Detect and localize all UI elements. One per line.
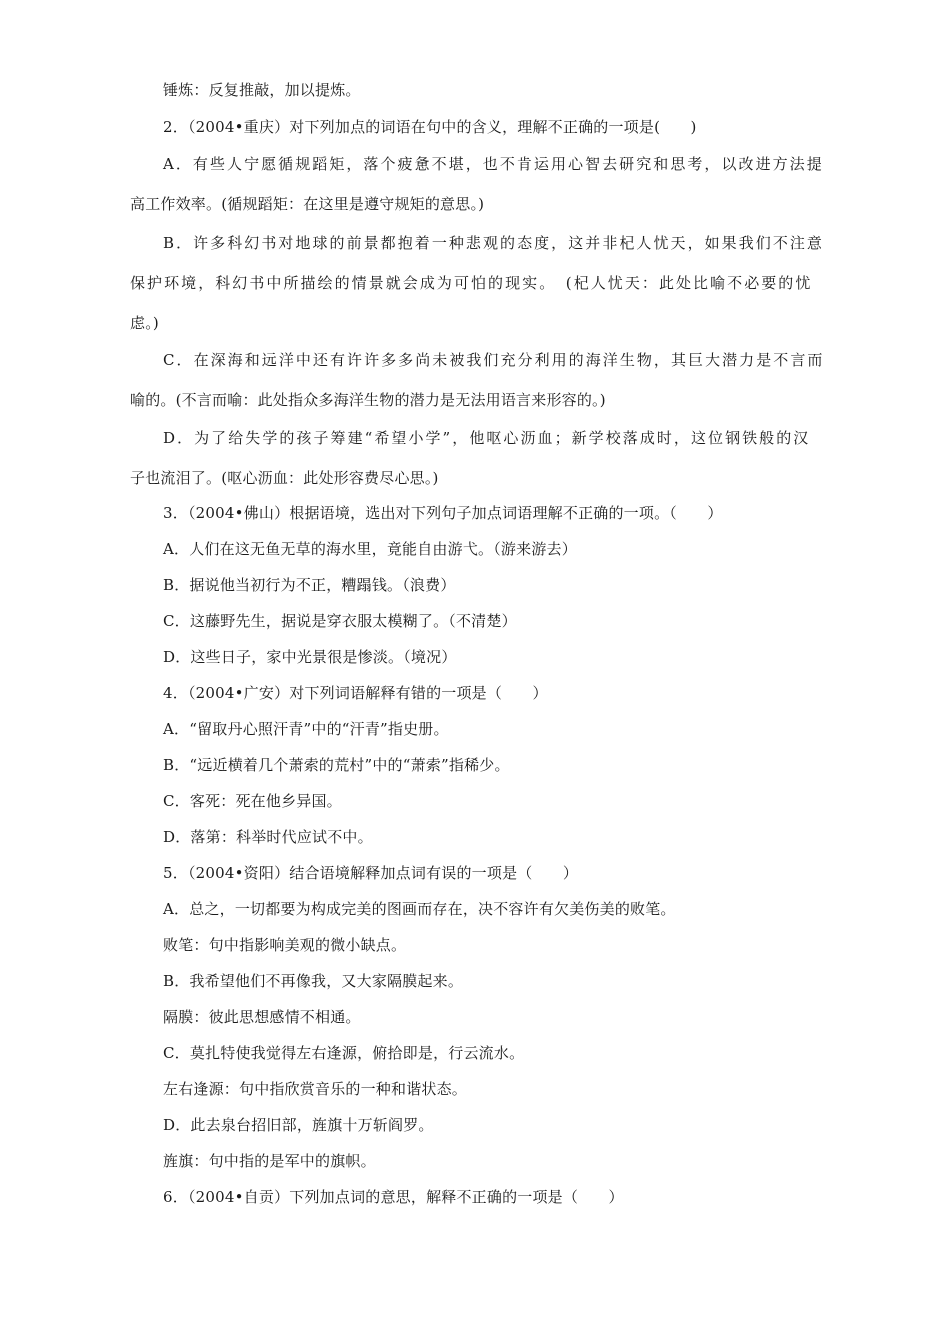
text-line: 高工作效率。(循规蹈矩：在这里是遵守规矩的意思。) (130, 195, 485, 213)
question-4-option-c: C．客死：死在他乡异国。 (163, 792, 342, 810)
text-line: 虑。) (130, 314, 159, 332)
question-5-option-a: A．总之，一切都要为构成完美的图画而存在，决不容许有欠美伤美的败笔。 (163, 900, 676, 918)
question-4-option-a: A．“留取丹心照汗青”中的“汗青”指史册。 (163, 720, 449, 738)
question-4-option-d: D．落第：科举时代应试不中。 (163, 828, 373, 846)
question-2-option-b: B．许多科幻书对地球的前景都抱着一种悲观的态度，这并非杞人忧天，如果我们不注意 (163, 234, 824, 252)
text-line: 败笔：句中指影响美观的微小缺点。 (163, 936, 407, 954)
text-line: 旌旗：句中指的是军中的旗帜。 (163, 1152, 376, 1170)
question-5-option-b: B．我希望他们不再像我，又大家隔膜起来。 (163, 972, 464, 990)
question-2-option-a: A．有些人宁愿循规蹈矩，落个疲惫不堪，也不肯运用心智去研究和思考，以改进方法提 (163, 155, 824, 173)
question-5-option-d: D．此去泉台招旧部，旌旗十万斩阎罗。 (163, 1116, 434, 1134)
question-4-option-b: B．“远近横着几个萧索的荒村”中的“萧索”指稀少。 (163, 756, 510, 774)
text-line: 锤炼：反复推敲，加以提炼。 (163, 81, 361, 99)
text-line: 喻的。(不言而喻：此处指众多海洋生物的潜力是无法用语言来形容的。) (130, 391, 606, 409)
text-line: 保护环境，科幻书中所描绘的情景就会成为可怕的现实。 (杞人忧天：此处比喻不必要的忧 (130, 274, 813, 292)
text-line: 左右逢源：句中指欣赏音乐的一种和谐状态。 (163, 1080, 468, 1098)
question-3-option-c: C．这藤野先生，据说是穿衣服太模糊了。（不清楚） (163, 612, 517, 630)
question-3-option-d: D．这些日子，家中光景很是惨淡。（境况） (163, 648, 457, 666)
question-6-stem: 6．（2004•自贡）下列加点词的意思，解释不正确的一项是（ ） (163, 1188, 624, 1206)
text-line: 隔膜：彼此思想感情不相通。 (163, 1008, 361, 1026)
question-2-option-c: C．在深海和远洋中还有许许多多尚未被我们充分利用的海洋生物，其巨大潜力是不言而 (163, 351, 825, 369)
question-2-stem: 2．（2004•重庆）对下列加点的词语在句中的含义，理解不正确的一项是( ) (163, 118, 697, 136)
question-3-stem: 3．（2004•佛山）根据语境，选出对下列句子加点词语理解不正确的一项。（ ） (163, 504, 723, 522)
question-3-option-b: B．据说他当初行为不正，糟蹋钱。（浪费） (163, 576, 456, 594)
question-2-option-d: D．为了给失学的孩子筹建“希望小学”，他呕心沥血；新学校落成时，这位钢铁般的汉 (163, 429, 811, 447)
question-5-stem: 5．（2004•资阳）结合语境解释加点词有误的一项是（ ） (163, 864, 579, 882)
question-4-stem: 4．（2004•广安）对下列词语解释有错的一项是（ ） (163, 684, 548, 702)
question-5-option-c: C．莫扎特使我觉得左右逢源，俯拾即是，行云流水。 (163, 1044, 525, 1062)
question-3-option-a: A．人们在这无鱼无草的海水里，竟能自由游弋。（游来游去） (163, 540, 577, 558)
text-line: 子也流泪了。(呕心沥血：此处形容费尽心思。) (130, 469, 439, 487)
